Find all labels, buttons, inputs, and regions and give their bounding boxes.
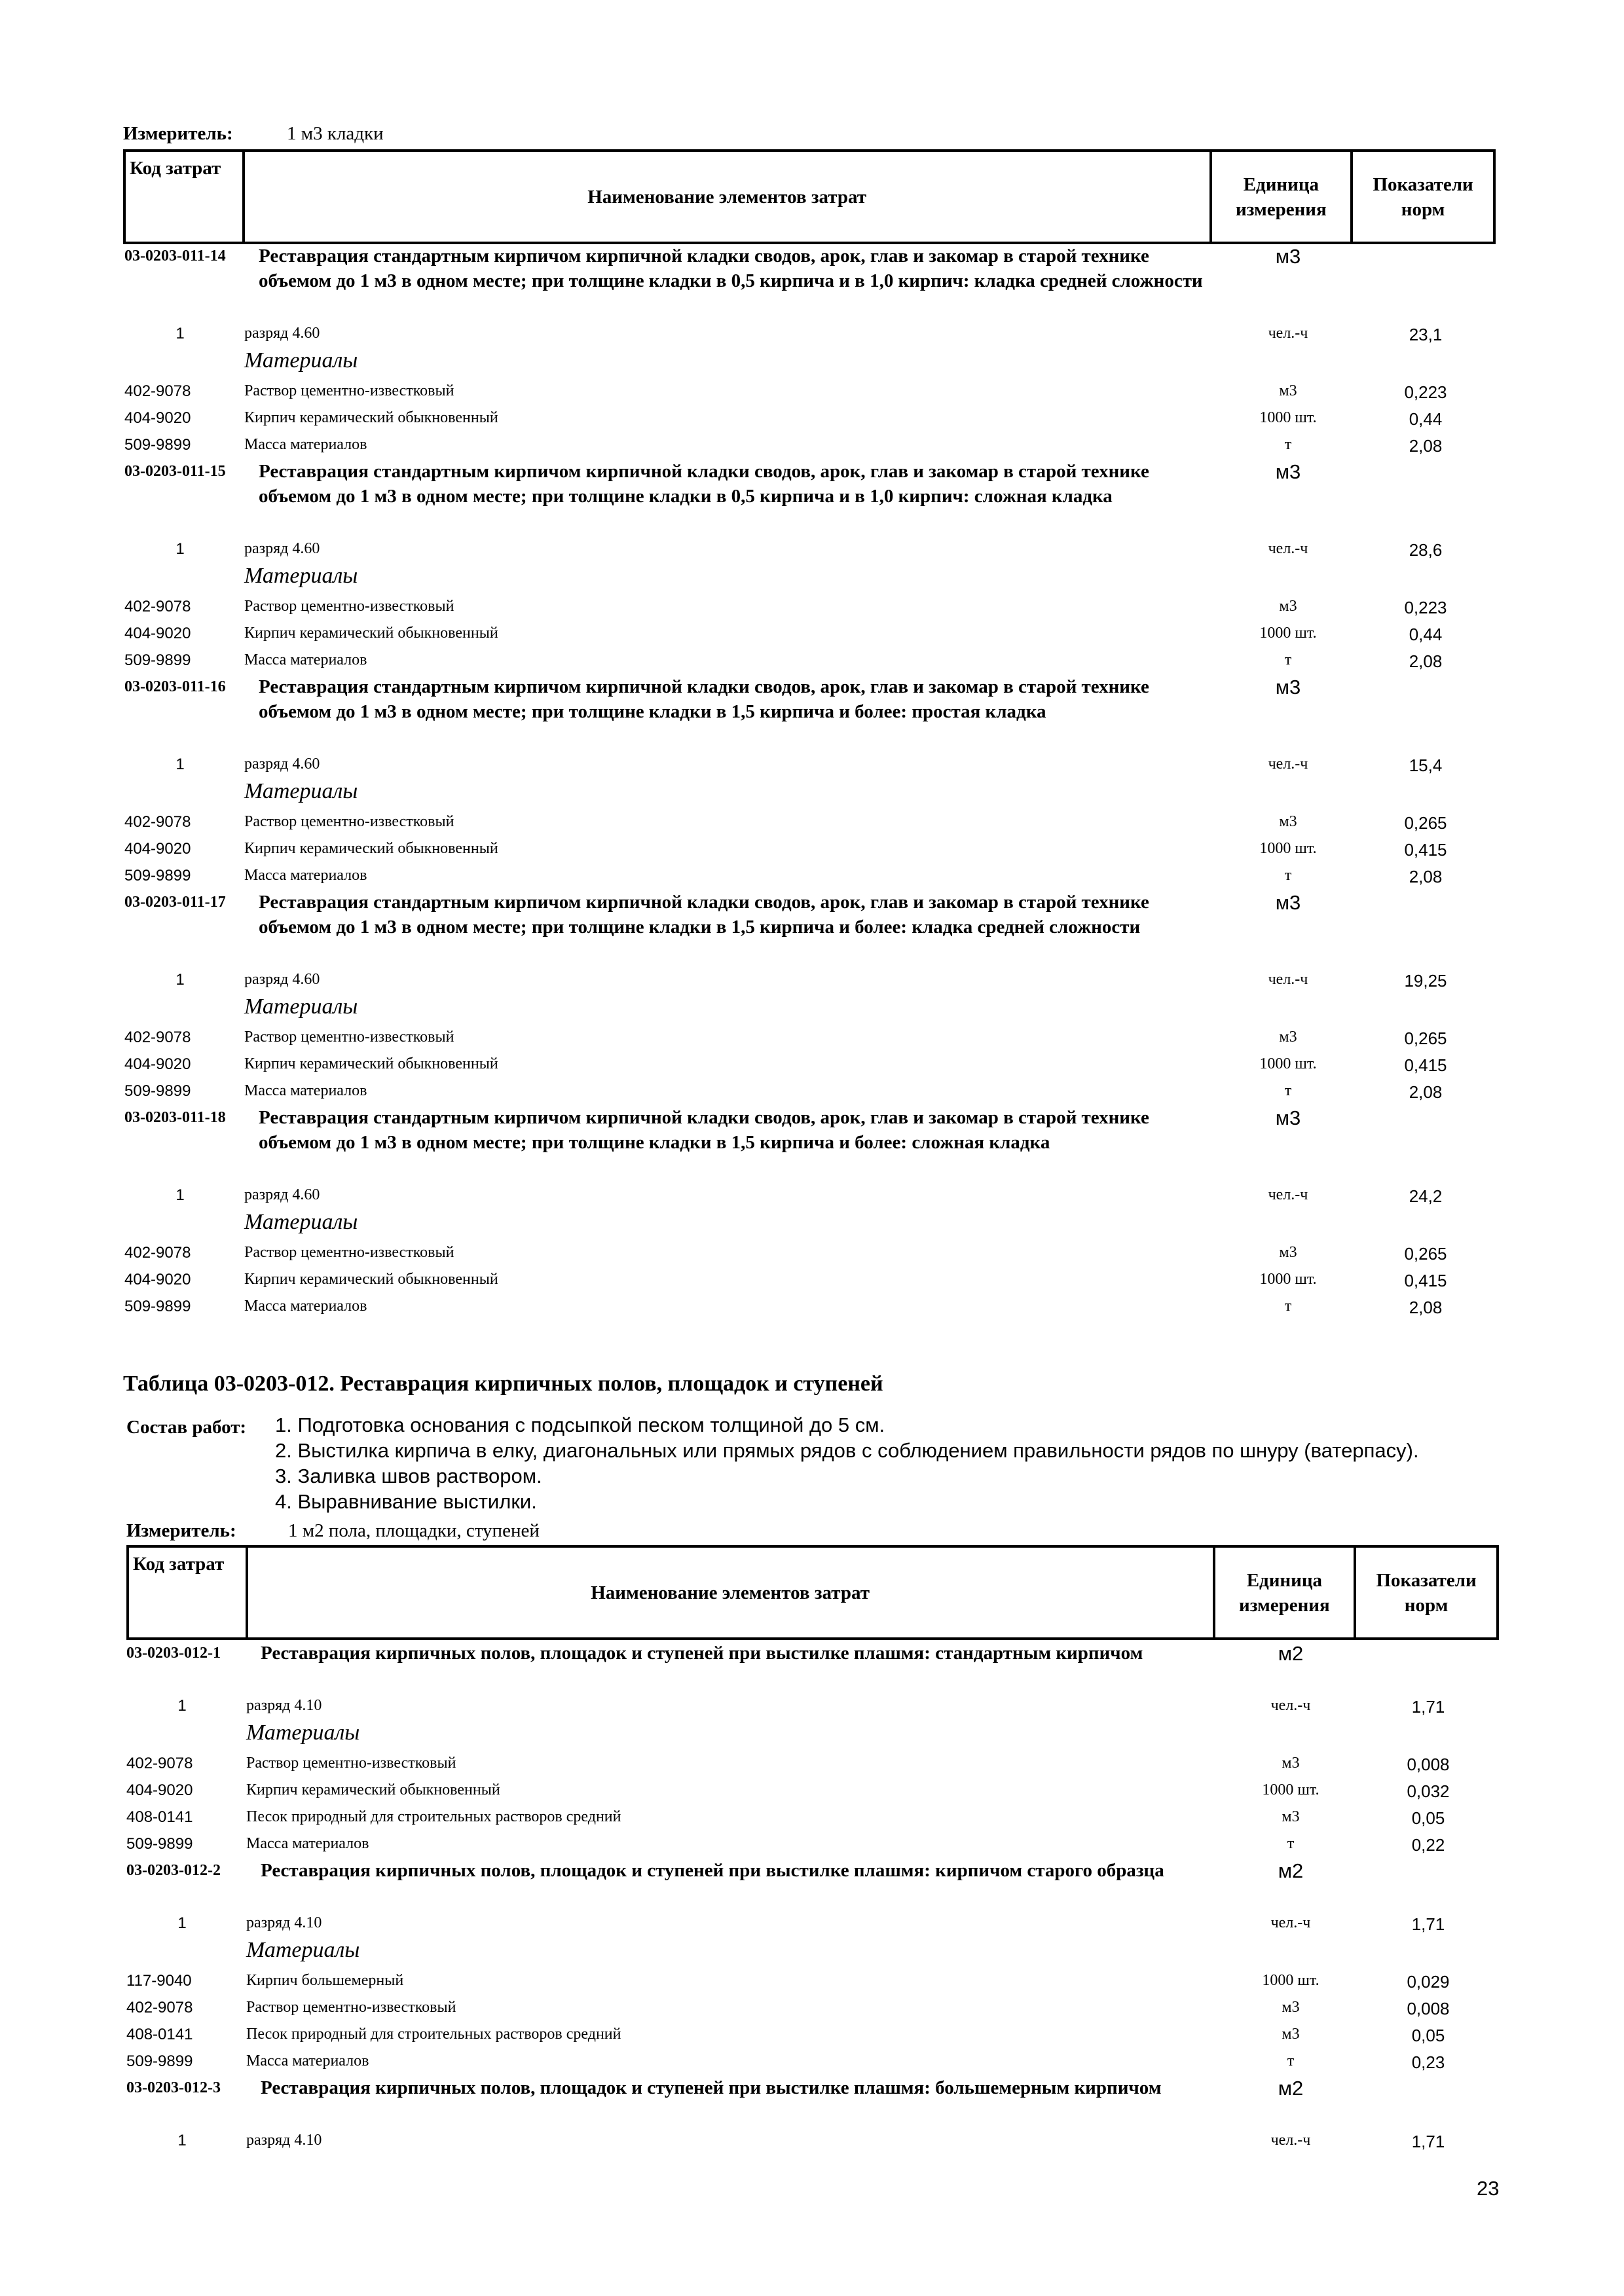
material-unit: 1000 шт. — [1259, 625, 1317, 642]
work-item: 2. Выстилка кирпича в елку, диагональных или прямых рядов с соблюдением правильности рядов по шнуру (ватерпасу). — [275, 1439, 1419, 1462]
labor-value: 28,6 — [1409, 540, 1443, 560]
materials-heading: Материалы — [246, 1938, 360, 1962]
labor-unit: чел.-ч — [1268, 756, 1308, 773]
labor-value: 23,1 — [1409, 325, 1443, 344]
material-code: 404-9020 — [124, 625, 191, 642]
material-value: 0,05 — [1411, 1808, 1445, 1828]
material-name: Песок природный для строительных растворов средний — [246, 1808, 621, 1825]
material-value: 0,265 — [1404, 813, 1447, 833]
material-value: 0,265 — [1404, 1029, 1447, 1048]
labor-value: 1,71 — [1411, 1914, 1445, 1934]
material-value: 0,05 — [1411, 2026, 1445, 2045]
material-code: 509-9899 — [124, 436, 191, 454]
material-unit: 1000 шт. — [1259, 840, 1317, 857]
material-unit: м3 — [1279, 1029, 1297, 1046]
materials-heading: Материалы — [244, 779, 358, 803]
material-name: Раствор цементно-известковый — [244, 1029, 454, 1046]
labor-index: 1 — [175, 1186, 185, 1204]
material-code: 509-9899 — [126, 1835, 193, 1853]
item-title: Реставрация стандартным кирпичом кирпичной кладки сводов, арок, глав и закомар в старой технике объемом до 1 м3 в одном месте; при толщине кладки в 0,5 кирпича и в 1,0 кирпич: сложная кладка — [259, 461, 1149, 507]
labor-name: разряд 4.10 — [246, 2132, 322, 2149]
labor-name: разряд 4.60 — [244, 325, 320, 342]
header-name: Наименование элементов затрат — [247, 1546, 1214, 1639]
material-code: 404-9020 — [124, 1271, 191, 1288]
material-unit: т — [1287, 2052, 1295, 2069]
material-unit: т — [1284, 436, 1292, 453]
item-code: 03-0203-011-14 — [124, 247, 226, 264]
header-table-2 — [126, 1545, 1499, 1640]
labor-index: 1 — [177, 2132, 187, 2149]
labor-name: разряд 4.60 — [244, 1186, 320, 1203]
labor-name: разряд 4.60 — [244, 756, 320, 773]
material-code: 509-9899 — [124, 867, 191, 884]
material-unit: м3 — [1279, 598, 1297, 615]
material-value: 0,029 — [1407, 1972, 1450, 1992]
material-unit: м3 — [1282, 1999, 1300, 2016]
material-name: Раствор цементно-известковый — [246, 1999, 456, 2016]
material-unit: 1000 шт. — [1259, 1271, 1317, 1288]
item-unit: м3 — [1275, 245, 1301, 268]
material-value: 2,08 — [1409, 436, 1443, 456]
material-unit: 1000 шт. — [1259, 409, 1317, 426]
material-unit: м3 — [1279, 813, 1297, 830]
item-unit: м2 — [1278, 1642, 1304, 1665]
labor-name: разряд 4.10 — [246, 1697, 322, 1714]
material-name: Кирпич большемерный — [246, 1972, 404, 1989]
header-name: Наименование элементов затрат — [244, 151, 1211, 243]
work-item: 1. Подготовка основания с подсыпкой песком толщиной до 5 см. — [275, 1413, 885, 1436]
measure-value-2-text: 1 м2 пола, площадки, ступеней — [288, 1520, 540, 1541]
work-item: 4. Выравнивание выстилки. — [275, 1490, 537, 1513]
item-code: 03-0203-012-2 — [126, 1862, 221, 1879]
material-value: 2,08 — [1409, 1298, 1443, 1317]
table-2-title: Таблица 03-0203-012. Реставрация кирпичных полов, площадок и ступеней — [123, 1372, 883, 1396]
labor-name: разряд 4.10 — [246, 1914, 322, 1931]
material-name: Масса материалов — [244, 867, 367, 884]
labor-value: 1,71 — [1411, 2132, 1445, 2151]
materials-heading: Материалы — [244, 994, 358, 1019]
material-name: Кирпич керамический обыкновенный — [244, 1055, 498, 1072]
measure-line-1 — [123, 123, 233, 145]
material-name: Масса материалов — [244, 436, 367, 453]
material-code: 509-9899 — [124, 1298, 191, 1315]
materials-heading: Материалы — [244, 564, 358, 588]
item-code: 03-0203-012-3 — [126, 2079, 221, 2096]
material-code: 402-9078 — [124, 1029, 191, 1046]
work-item: 3. Заливка швов раствором. — [275, 1465, 542, 1487]
labor-unit: чел.-ч — [1270, 1914, 1311, 1931]
labor-name: разряд 4.60 — [244, 540, 320, 557]
material-value: 0,265 — [1404, 1244, 1447, 1264]
material-code: 117-9040 — [126, 1972, 192, 1990]
item-title: Реставрация стандартным кирпичом кирпичной кладки сводов, арок, глав и закомар в старой технике объемом до 1 м3 в одном месте; при толщине кладки в 1,5 кирпича и более: кладка средней сложности — [259, 892, 1149, 938]
header-unit: Единица измерения — [1214, 1546, 1356, 1639]
header-unit: Единица измерения — [1211, 151, 1352, 243]
material-value: 0,032 — [1407, 1781, 1450, 1801]
material-unit: 1000 шт. — [1262, 1781, 1320, 1798]
labor-value: 24,2 — [1409, 1186, 1443, 1206]
item-title: Реставрация стандартным кирпичом кирпичной кладки сводов, арок, глав и закомар в старой технике объемом до 1 м3 в одном месте; при толщине кладки в 1,5 кирпича и более: простая кладка — [259, 676, 1149, 722]
material-name: Масса материалов — [246, 2052, 369, 2069]
header-code: Код затрат — [128, 1546, 247, 1639]
material-unit: 1000 шт. — [1262, 1972, 1320, 1989]
measure-value-2 — [288, 1520, 540, 1542]
measure-line-2 — [126, 1520, 236, 1542]
labor-unit: чел.-ч — [1270, 2132, 1311, 2149]
materials-heading: Материалы — [246, 1721, 360, 1745]
item-unit: м2 — [1278, 1859, 1304, 1882]
measure-label: Измеритель: — [123, 123, 233, 144]
material-name: Раствор цементно-известковый — [244, 382, 454, 399]
material-code: 509-9899 — [124, 651, 191, 669]
material-value: 2,08 — [1409, 651, 1443, 671]
material-code: 402-9078 — [124, 598, 191, 615]
measure-value: 1 м3 кладки — [287, 123, 384, 144]
material-value: 0,223 — [1404, 382, 1447, 402]
labor-value: 19,25 — [1404, 971, 1447, 991]
material-value: 0,44 — [1409, 409, 1443, 429]
material-unit: т — [1284, 867, 1292, 884]
item-unit: м3 — [1275, 891, 1301, 914]
material-name: Кирпич керамический обыкновенный — [246, 1781, 500, 1798]
labor-index: 1 — [177, 1914, 187, 1932]
material-code: 404-9020 — [124, 1055, 191, 1073]
labor-index: 1 — [175, 325, 185, 342]
material-code: 402-9078 — [126, 1755, 193, 1772]
material-name: Раствор цементно-известковый — [244, 1244, 454, 1261]
material-name: Кирпич керамический обыкновенный — [244, 1271, 498, 1288]
material-code: 402-9078 — [126, 1999, 193, 2016]
labor-unit: чел.-ч — [1268, 540, 1308, 557]
material-value: 0,008 — [1407, 1755, 1450, 1774]
header-norm: Показатели норм — [1352, 151, 1494, 243]
material-unit: м3 — [1279, 1244, 1297, 1261]
page-number: 23 — [1477, 2177, 1500, 2200]
item-unit: м3 — [1275, 460, 1301, 483]
material-unit: 1000 шт. — [1259, 1055, 1317, 1072]
labor-index: 1 — [175, 540, 185, 558]
material-name: Масса материалов — [246, 1835, 369, 1852]
material-unit: т — [1284, 651, 1292, 668]
material-code: 402-9078 — [124, 382, 191, 400]
item-title: Реставрация стандартным кирпичом кирпичной кладки сводов, арок, глав и закомар в старой технике объемом до 1 м3 в одном месте; при толщине кладки в 0,5 кирпича и в 1,0 кирпич: кладка средней сложности — [259, 246, 1203, 291]
material-value: 0,223 — [1404, 598, 1447, 617]
item-unit: м2 — [1278, 2077, 1304, 2100]
material-unit: м3 — [1282, 1755, 1300, 1772]
material-name: Кирпич керамический обыкновенный — [244, 625, 498, 642]
header-norm: Показатели норм — [1355, 1546, 1498, 1639]
header-table-1 — [123, 149, 1496, 244]
material-unit: т — [1284, 1298, 1292, 1315]
material-name: Раствор цементно-известковый — [246, 1755, 456, 1772]
material-code: 402-9078 — [124, 1244, 191, 1262]
item-code: 03-0203-012-1 — [126, 1645, 221, 1662]
material-name: Масса материалов — [244, 1082, 367, 1099]
item-unit: м3 — [1275, 676, 1301, 699]
item-title: Реставрация кирпичных полов, площадок и ступеней при выстилке плашмя: большемерным кирпичом — [261, 2077, 1162, 2098]
labor-index: 1 — [177, 1697, 187, 1715]
item-code: 03-0203-011-15 — [124, 463, 226, 480]
material-code: 404-9020 — [124, 840, 191, 858]
material-name: Масса материалов — [244, 651, 367, 668]
material-value: 0,415 — [1404, 1055, 1447, 1075]
labor-unit: чел.-ч — [1268, 325, 1308, 342]
material-value: 0,008 — [1407, 1999, 1450, 2018]
item-title: Реставрация кирпичных полов, площадок и ступеней при выстилке плашмя: стандартным кирпичом — [261, 1643, 1143, 1664]
labor-unit: чел.-ч — [1268, 971, 1308, 988]
material-code: 509-9899 — [124, 1082, 191, 1100]
material-code: 408-0141 — [126, 1808, 193, 1826]
labor-unit: чел.-ч — [1270, 1697, 1311, 1714]
materials-heading: Материалы — [244, 348, 358, 373]
material-value: 2,08 — [1409, 1082, 1443, 1102]
material-code: 402-9078 — [124, 813, 191, 831]
material-code: 404-9020 — [124, 409, 191, 427]
labor-index: 1 — [175, 971, 185, 989]
item-code: 03-0203-011-18 — [124, 1109, 226, 1126]
labor-index: 1 — [175, 756, 185, 773]
item-title: Реставрация стандартным кирпичом кирпичной кладки сводов, арок, глав и закомар в старой технике объемом до 1 м3 в одном месте; при толщине кладки в 1,5 кирпича и более: сложная кладка — [259, 1107, 1149, 1153]
labor-value: 1,71 — [1411, 1697, 1445, 1717]
material-code: 408-0141 — [126, 2026, 193, 2043]
material-unit: м3 — [1279, 382, 1297, 399]
material-unit: т — [1284, 1082, 1292, 1099]
material-value: 0,415 — [1404, 840, 1447, 860]
item-unit: м3 — [1275, 1106, 1301, 1129]
material-value: 2,08 — [1409, 867, 1443, 886]
material-value: 0,44 — [1409, 625, 1443, 644]
item-code: 03-0203-011-16 — [124, 678, 226, 695]
material-name: Раствор цементно-известковый — [244, 813, 454, 830]
labor-name: разряд 4.60 — [244, 971, 320, 988]
measure-value-1 — [287, 123, 384, 145]
measure-label-2: Измеритель: — [126, 1520, 236, 1541]
materials-heading: Материалы — [244, 1210, 358, 1234]
material-name: Песок природный для строительных растворов средний — [246, 2026, 621, 2043]
item-title: Реставрация кирпичных полов, площадок и ступеней при выстилке плашмя: кирпичом старого образца — [261, 1860, 1164, 1881]
works-label: Состав работ: — [126, 1417, 247, 1438]
material-unit: м3 — [1282, 1808, 1300, 1825]
material-name: Кирпич керамический обыкновенный — [244, 840, 498, 857]
material-name: Раствор цементно-известковый — [244, 598, 454, 615]
labor-unit: чел.-ч — [1268, 1186, 1308, 1203]
material-name: Масса материалов — [244, 1298, 367, 1315]
material-unit: м3 — [1282, 2026, 1300, 2043]
material-code: 509-9899 — [126, 2052, 193, 2070]
material-name: Кирпич керамический обыкновенный — [244, 409, 498, 426]
material-unit: т — [1287, 1835, 1295, 1852]
header-code: Код затрат — [124, 151, 244, 243]
item-code: 03-0203-011-17 — [124, 894, 226, 911]
material-value: 0,415 — [1404, 1271, 1447, 1290]
labor-value: 15,4 — [1409, 756, 1443, 775]
material-value: 0,23 — [1411, 2052, 1445, 2072]
material-code: 404-9020 — [126, 1781, 193, 1799]
material-value: 0,22 — [1411, 1835, 1445, 1855]
